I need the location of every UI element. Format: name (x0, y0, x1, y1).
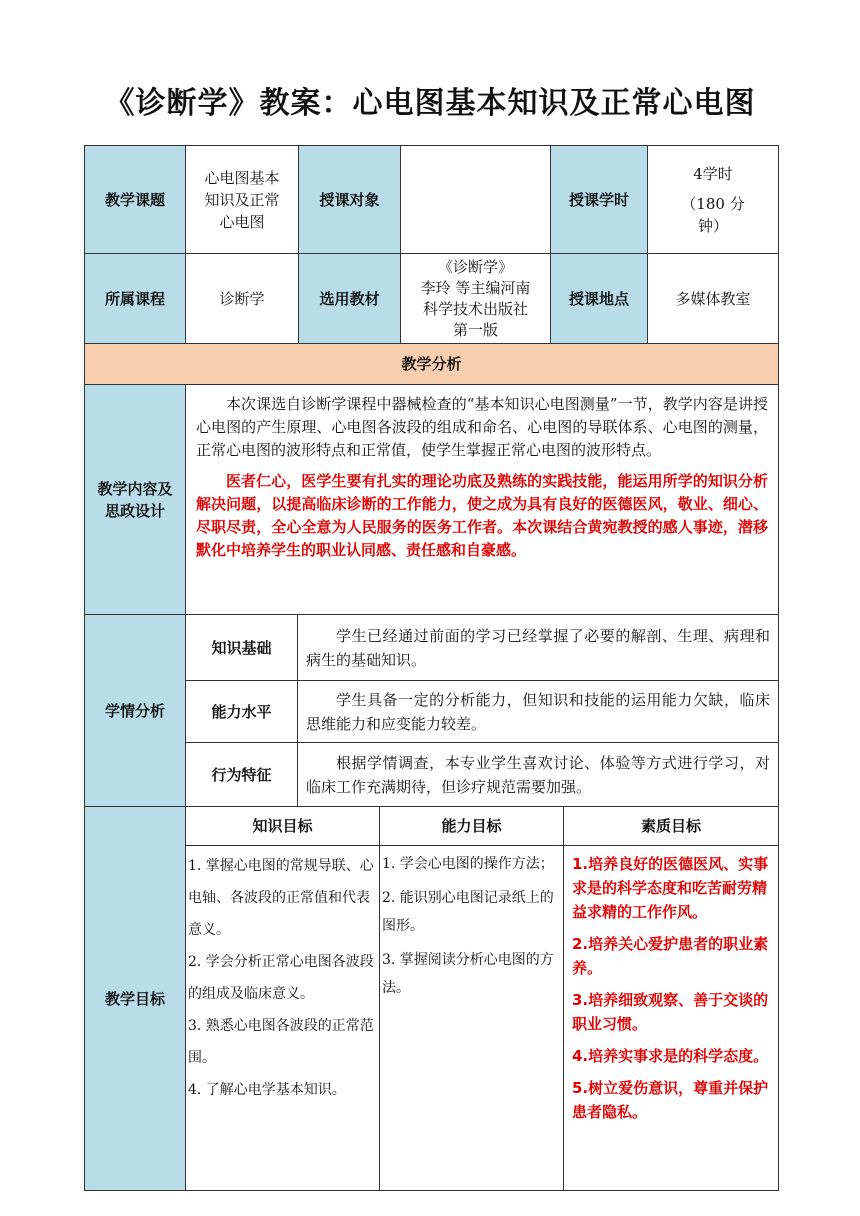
goals-label: 教学目标 (84, 806, 186, 1191)
quality-goal-item: 4.培养实事求是的科学态度。 (572, 1047, 769, 1065)
page-title: 《诊断学》教案：心电图基本知识及正常心电图 (104, 86, 756, 121)
audience-label: 授课对象 (298, 145, 401, 254)
ability-goal-item: 1. 学会心电图的操作方法； (382, 856, 554, 872)
hours-value-line-1: 4学时 (693, 164, 733, 183)
knowledge-goal-header: 知识目标 (185, 806, 380, 846)
knowledge-base-text (297, 614, 779, 681)
textbook-line: 第一版 (452, 320, 498, 339)
quality-goal-item: 1.培养良好的医德医风、实事求是的科学态度和吃苦耐劳精益求精的工作作风。 (572, 855, 769, 921)
knowledge-goals (185, 845, 380, 1191)
behavior-label: 行为特征 (185, 742, 298, 807)
knowledge-goal-item: 2. 学会分析正常心电图各波段的组成及临床意义。 (188, 954, 374, 1002)
knowledge-base-paragraph: 学生已经通过前面的学习已经掌握了必要的解剖、生理、病理和病生的基础知识。 (306, 627, 770, 669)
content-label: 教学内容及思政设计 (84, 384, 186, 615)
quality-goals (563, 845, 779, 1191)
behavior-text (297, 742, 779, 807)
situation-label: 学情分析 (84, 614, 186, 807)
textbook-line: 《诊断学》 (437, 257, 513, 276)
textbook-line: 李玲 等主编河南 (420, 278, 531, 297)
hours-value-line-2: （180 分钟） (681, 194, 745, 235)
knowledge-base-label: 知识基础 (185, 614, 298, 681)
quality-goal-header: 素质目标 (563, 806, 779, 846)
knowledge-goal-item: 3. 熟悉心电图各波段的正常范围。 (188, 1018, 374, 1066)
textbook-label: 选用教材 (298, 253, 401, 344)
audience-value (400, 145, 551, 254)
knowledge-goal-item: 4. 了解心电学基本知识。 (188, 1082, 346, 1098)
ability-goals (379, 845, 564, 1191)
behavior-paragraph: 根据学情调查，本专业学生喜欢讨论、体验等方式进行学习，对临床工作充满期待，但诊疗规范需要加强。 (306, 754, 770, 796)
hours-value (647, 145, 779, 254)
knowledge-goal-item: 1. 掌握心电图的常规导联、心电轴、各波段的正常值和代表意义。 (188, 858, 374, 938)
topic-label: 教学课题 (84, 145, 186, 254)
quality-goal-item: 5.树立爱伤意识，尊重并保护患者隐私。 (572, 1079, 769, 1121)
content-body (185, 384, 779, 615)
ability-level-text (297, 680, 779, 743)
course-value: 诊断学 (185, 253, 299, 344)
textbook-line: 科学技术出版社 (422, 299, 528, 318)
ability-goal-item: 2. 能识别心电图记录纸上的图形。 (382, 890, 554, 934)
analysis-header: 教学分析 (84, 343, 779, 385)
content-paragraph: 本次课选自诊断学课程中器械检查的“基本知识心电图测量”一节，教学内容是讲授心电图的产生原理、心电图各波段的组成和命名、心电图的导联体系、心电图的测量，正常心电图的波形特点和正常值，使学生掌握正常心电图的波形特点。 (196, 395, 768, 459)
ideology-paragraph: 医者仁心，医学生要有扎实的理论功底及熟练的实践技能，能运用所学的知识分析解决问题，以提高临床诊断的工作能力，使之成为具有良好的医德医风，敬业、细心、尽职尽责，全心全意为人民服务的医务工作者。本次课结合黄宛教授的感人事迹，潜移默化中培养学生的职业认同感、责任感和自豪感。 (196, 472, 768, 559)
place-value: 多媒体教室 (647, 253, 779, 344)
topic-value: 心电图基本知识及正常心电图 (185, 145, 299, 254)
ability-goal-header: 能力目标 (379, 806, 564, 846)
place-label: 授课地点 (550, 253, 648, 344)
textbook-value (400, 253, 551, 344)
course-label: 所属课程 (84, 253, 186, 344)
hours-label: 授课学时 (550, 145, 648, 254)
ability-level-label: 能力水平 (185, 680, 298, 743)
quality-goal-item: 3.培养细致观察、善于交谈的职业习惯。 (572, 991, 769, 1033)
quality-goal-item: 2.培养关心爱护患者的职业素养。 (572, 935, 769, 977)
ability-level-paragraph: 学生具备一定的分析能力，但知识和技能的运用能力欠缺，临床思维能力和应变能力较差。 (306, 691, 770, 733)
ability-goal-item: 3. 掌握阅读分析心电图的方法。 (382, 952, 554, 996)
